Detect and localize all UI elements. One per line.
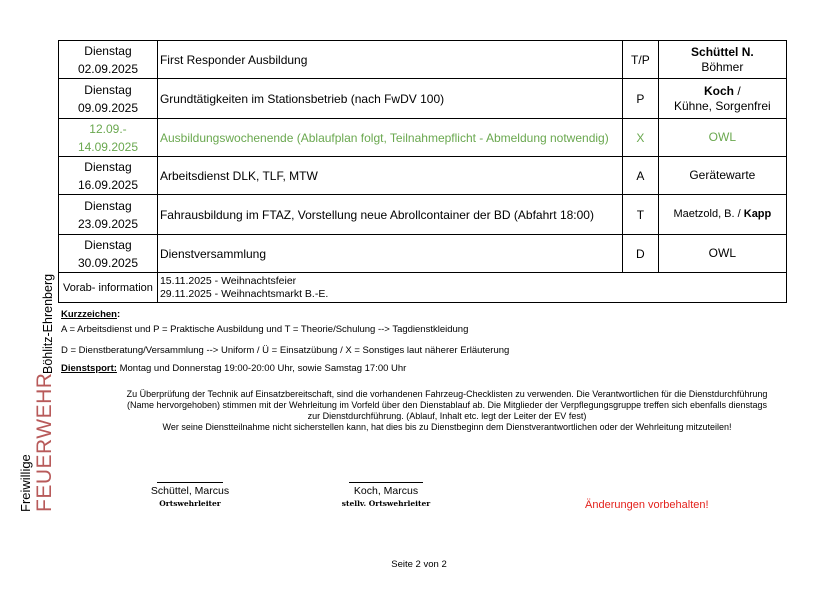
signature-stellv-ortswehrleiter: Koch, Marcus stellv. Ortswehrleiter [326,482,446,508]
table-row [59,157,787,195]
instructions-note: Zu Überprüfung der Technik auf Einsatzbereitschaft, sind die vorhandenen Fahrzeug-Checklisten zu verwenden. Die Verantwortlichen für die Dienstdurchführung (Name hervorgehoben) stimmen mit der Wehrleitung im Vorfeld über den Dienstablauf ab. Die Mitglieder der Verpflegungsgruppe treffen sich ebenfalls dienstags zur Dienstdurchführung. (Ablauf, Inhalt etc. legt der Leiter der EV fest) Wer seine Dienstteilnahme nicht sicherstellen kann, hat dies bis zu Dienstbeginn dem Dienstverantwortlichen oder der Wehrleitung mitzuteilen! [126,389,768,432]
sidebar-ortsteil: Böhlitz-Ehrenberg [41,273,55,374]
type-cell: T/P [623,41,659,79]
table-row-highlight [59,119,787,157]
type-cell: T [623,195,659,235]
date-cell: Dienstag 02.09.2025 [59,41,158,79]
date-cell: 12.09.- 14.09.2025 [59,119,158,157]
info-label: Vorab- information [59,273,158,303]
type-cell: D [623,235,659,273]
sidebar-feuerwehr: FEUERWEHR [33,372,56,512]
date-cell: Dienstag 23.09.2025 [59,195,158,235]
description-cell: First Responder Ausbildung [157,41,622,79]
info-cell: 15.11.2025 - Weihnachtsfeier 29.11.2025 - Weihnachtsmarkt B.-E. [157,273,786,303]
table-row [59,79,787,119]
table-row [59,41,787,79]
type-cell: P [623,79,659,119]
legend-title: Kurzzeichen: [61,309,121,320]
legend-line-2: D = Dienstberatung/Versammlung --> Uniform / Ü = Einsatzübung / X = Sonstiges laut näherer Erläuterung [61,345,510,356]
date-cell: Dienstag 30.09.2025 [59,235,158,273]
description-cell: Grundtätigkeiten im Stationsbetrieb (nach FwDV 100) [157,79,622,119]
type-cell: X [623,119,659,157]
description-cell: Ausbildungswochenende (Ablaufplan folgt, Teilnahmepflicht - Abmeldung notwendig) [157,119,622,157]
responsible-cell: OWL [658,235,786,273]
responsible-cell: Maetzold, B. / Kapp [658,195,786,235]
responsible-cell: Gerätewarte [658,157,786,195]
legend-line-1: A = Arbeitsdienst und P = Praktische Ausbildung und T = Theorie/Schulung --> Tagdienstkleidung [61,324,469,335]
page-footer: Seite 2 von 2 [391,559,447,570]
date-cell: Dienstag 16.09.2025 [59,157,158,195]
table-row [59,235,787,273]
schedule-table [58,40,787,303]
responsible-cell: OWL [658,119,786,157]
responsible-cell: Schüttel N. Böhmer [658,41,786,79]
table-row [59,195,787,235]
dienstsport-line: Dienstsport: Montag und Donnerstag 19:00-20:00 Uhr, sowie Samstag 17:00 Uhr [61,363,407,374]
description-cell: Arbeitsdienst DLK, TLF, MTW [157,157,622,195]
changes-notice: Änderungen vorbehalten! [585,499,709,511]
responsible-cell: Koch / Kühne, Sorgenfrei [658,79,786,119]
date-cell: Dienstag 09.09.2025 [59,79,158,119]
info-row [59,273,787,303]
type-cell: A [623,157,659,195]
signature-ortswehrleiter: Schüttel, Marcus Ortswehrleiter [140,482,240,508]
description-cell: Dienstversammlung [157,235,622,273]
sidebar-freiwillige: Freiwillige [18,454,33,512]
description-cell: Fahrausbildung im FTAZ, Vorstellung neue Abrollcontainer der BD (Abfahrt 18:00) [157,195,622,235]
